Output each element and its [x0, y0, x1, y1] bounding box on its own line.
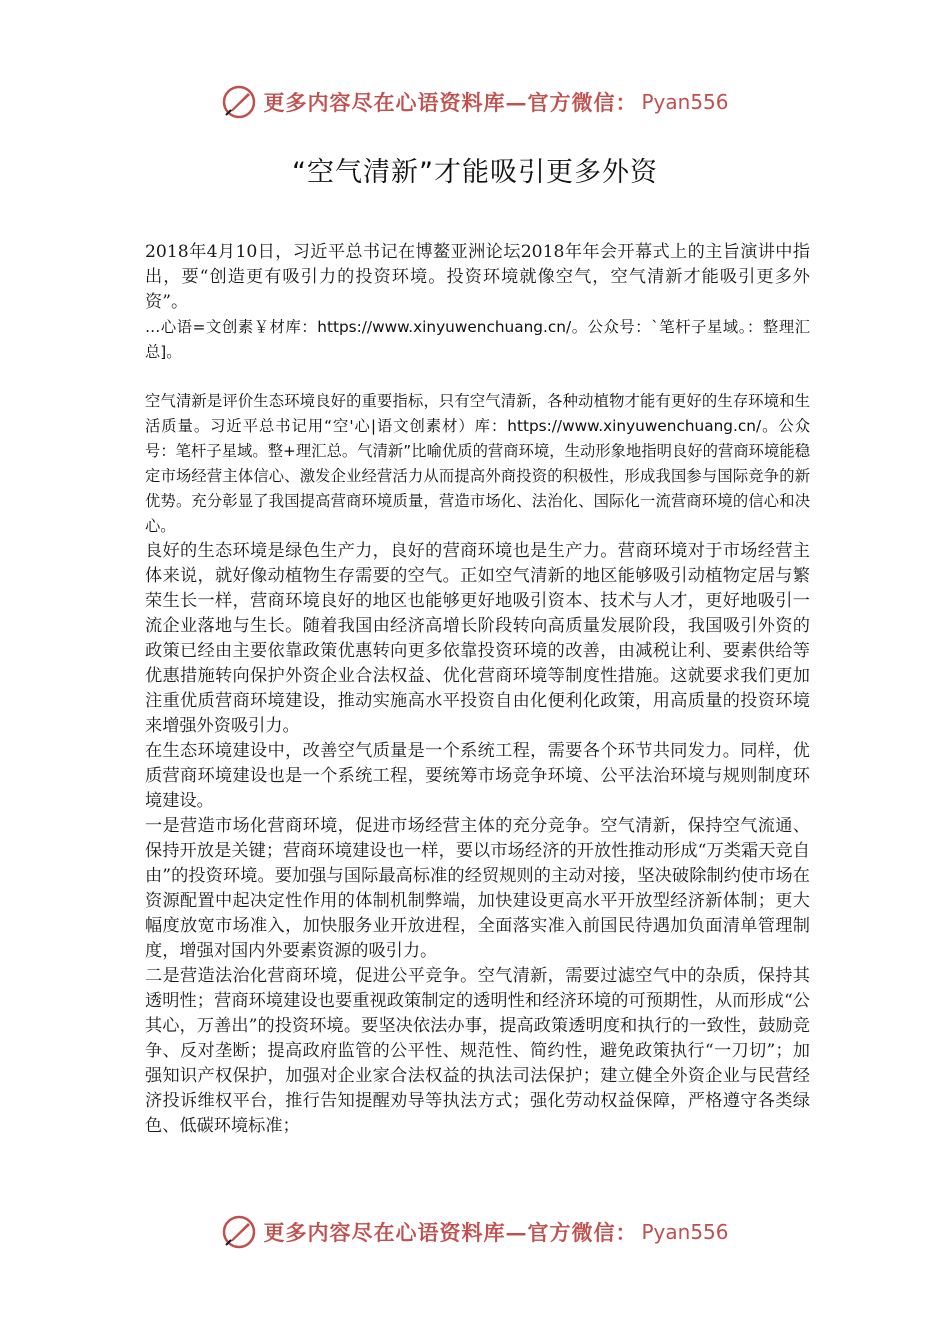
paragraph-1: 2018年4月10日，习近平总书记在博鳌亚洲论坛2018年年会开幕式上的主旨演讲中指出，要“创造更有吸引力的投资环境。投资环境就像空气，空气清新才能吸引更多外资”。 [145, 242, 810, 312]
banner-text: 更多内容尽在心语资料库—官方微信： [263, 90, 638, 115]
paragraph-4: 良好的生态环境是绿色生产力，良好的营商环境也是生产力。营商环境对于市场经营主体来说，就好像动植物生存需要的空气。正如空气清新的地区能够吸引动植物定居与繁荣生长一样，营商环境良好的地区也能够更好地吸引资本、技术与人才，更好地吸引一流企业落地与生长。随着我国由经济高增长阶段转向高质量发展阶段，我国吸引外资的政策已经由主要依靠政策优惠转向更多依靠投资环境的改善，由减税让利、要素供给等优惠措施转向保护外资企业合法权益、优化营商环境等制度性措施。这就要求我们更加注重优质营商环境建设，推动实施高水平投资自由化便利化政策，用高质量的投资环境来增强外资吸引力。 [145, 541, 810, 736]
quill-logo-icon [221, 84, 257, 120]
paragraph-3: 空气清新是评价生态环境良好的重要指标，只有空气清新，各种动植物才能有更好的生存环境和生活质量。习近平总书记用“空'心|语文创素材）库：https://www.xinyuwenchuang.cn/。公众号：笔杆子星域。整+理汇总。气清新”比喻优质的营商环境，生动形象地指明良好的营商环境能稳定市场经营主体信心、激发企业经营活力从而提高外商投资的积极性，形成我国参与国际竞争的新优势。充分彰显了我国提高营商环境质量，营造市场化、法治化、国际化一流营商环境的信心和决心。 [145, 392, 810, 535]
paragraph-5: 在生态环境建设中，改善空气质量是一个系统工程，需要各个环节共同发力。同样，优质营商环境建设也是一个系统工程，要统筹市场竞争环境、公平法治环境与规则制度环境建设。 [145, 741, 810, 811]
paragraph-6: 一是营造市场化营商环境，促进市场经营主体的充分竞争。空气清新，保持空气流通、保持开放是关键；营商环境建设也一样，要以市场经济的开放性推动形成“万类霜天竞自由”的投资环境。要加强与国际最高标准的经贸规则的主动对接，坚决破除制约使市场在资源配置中起决定性作用的体制机制弊端，加快建设更高水平开放型经济新体制；更大幅度放宽市场准入，加快服务业开放进程，全面落实准入前国民待遇加负面清单管理制度，增强对国内外要素资源的吸引力。 [145, 816, 810, 961]
quill-logo-icon [221, 1214, 257, 1250]
banner-wechat-id: Pyan556 [641, 1220, 729, 1244]
paragraph-7: 二是营造法治化营商环境，促进公平竞争。空气清新，需要过滤空气中的杂质，保持其透明性；营商环境建设也要重视政策制定的透明性和经济环境的可预期性，从而形成“公其心，万善出”的投资环境。要坚决依法办事，提高政策透明度和执行的一致性，鼓励竞争、反对垄断；提高政府监管的公平性、规范性、简约性，避免政策执行“一刀切”；加强知识产权保护，加强对企业家合法权益的执法司法保护；建立健全外资企业与民营经济投诉维权平台，推行告知提醒劝导等执法方式；强化劳动权益保障，严格遵守各类绿色、低碳环境标准； [145, 966, 810, 1136]
document-body [145, 240, 810, 1139]
banner-text: 更多内容尽在心语资料库—官方微信： [263, 1220, 638, 1245]
header-banner [0, 80, 950, 124]
banner-wechat-id: Pyan556 [641, 90, 729, 114]
paragraph-gap [145, 365, 810, 389]
paragraph-2: …心语=文创素￥材库：https://www.xinyuwenchuang.cn/。公众号：`笔杆子星域。：整理汇总]。 [145, 318, 810, 361]
footer-banner [0, 1210, 950, 1254]
page-title: “空气清新”才能吸引更多外资 [292, 157, 658, 188]
